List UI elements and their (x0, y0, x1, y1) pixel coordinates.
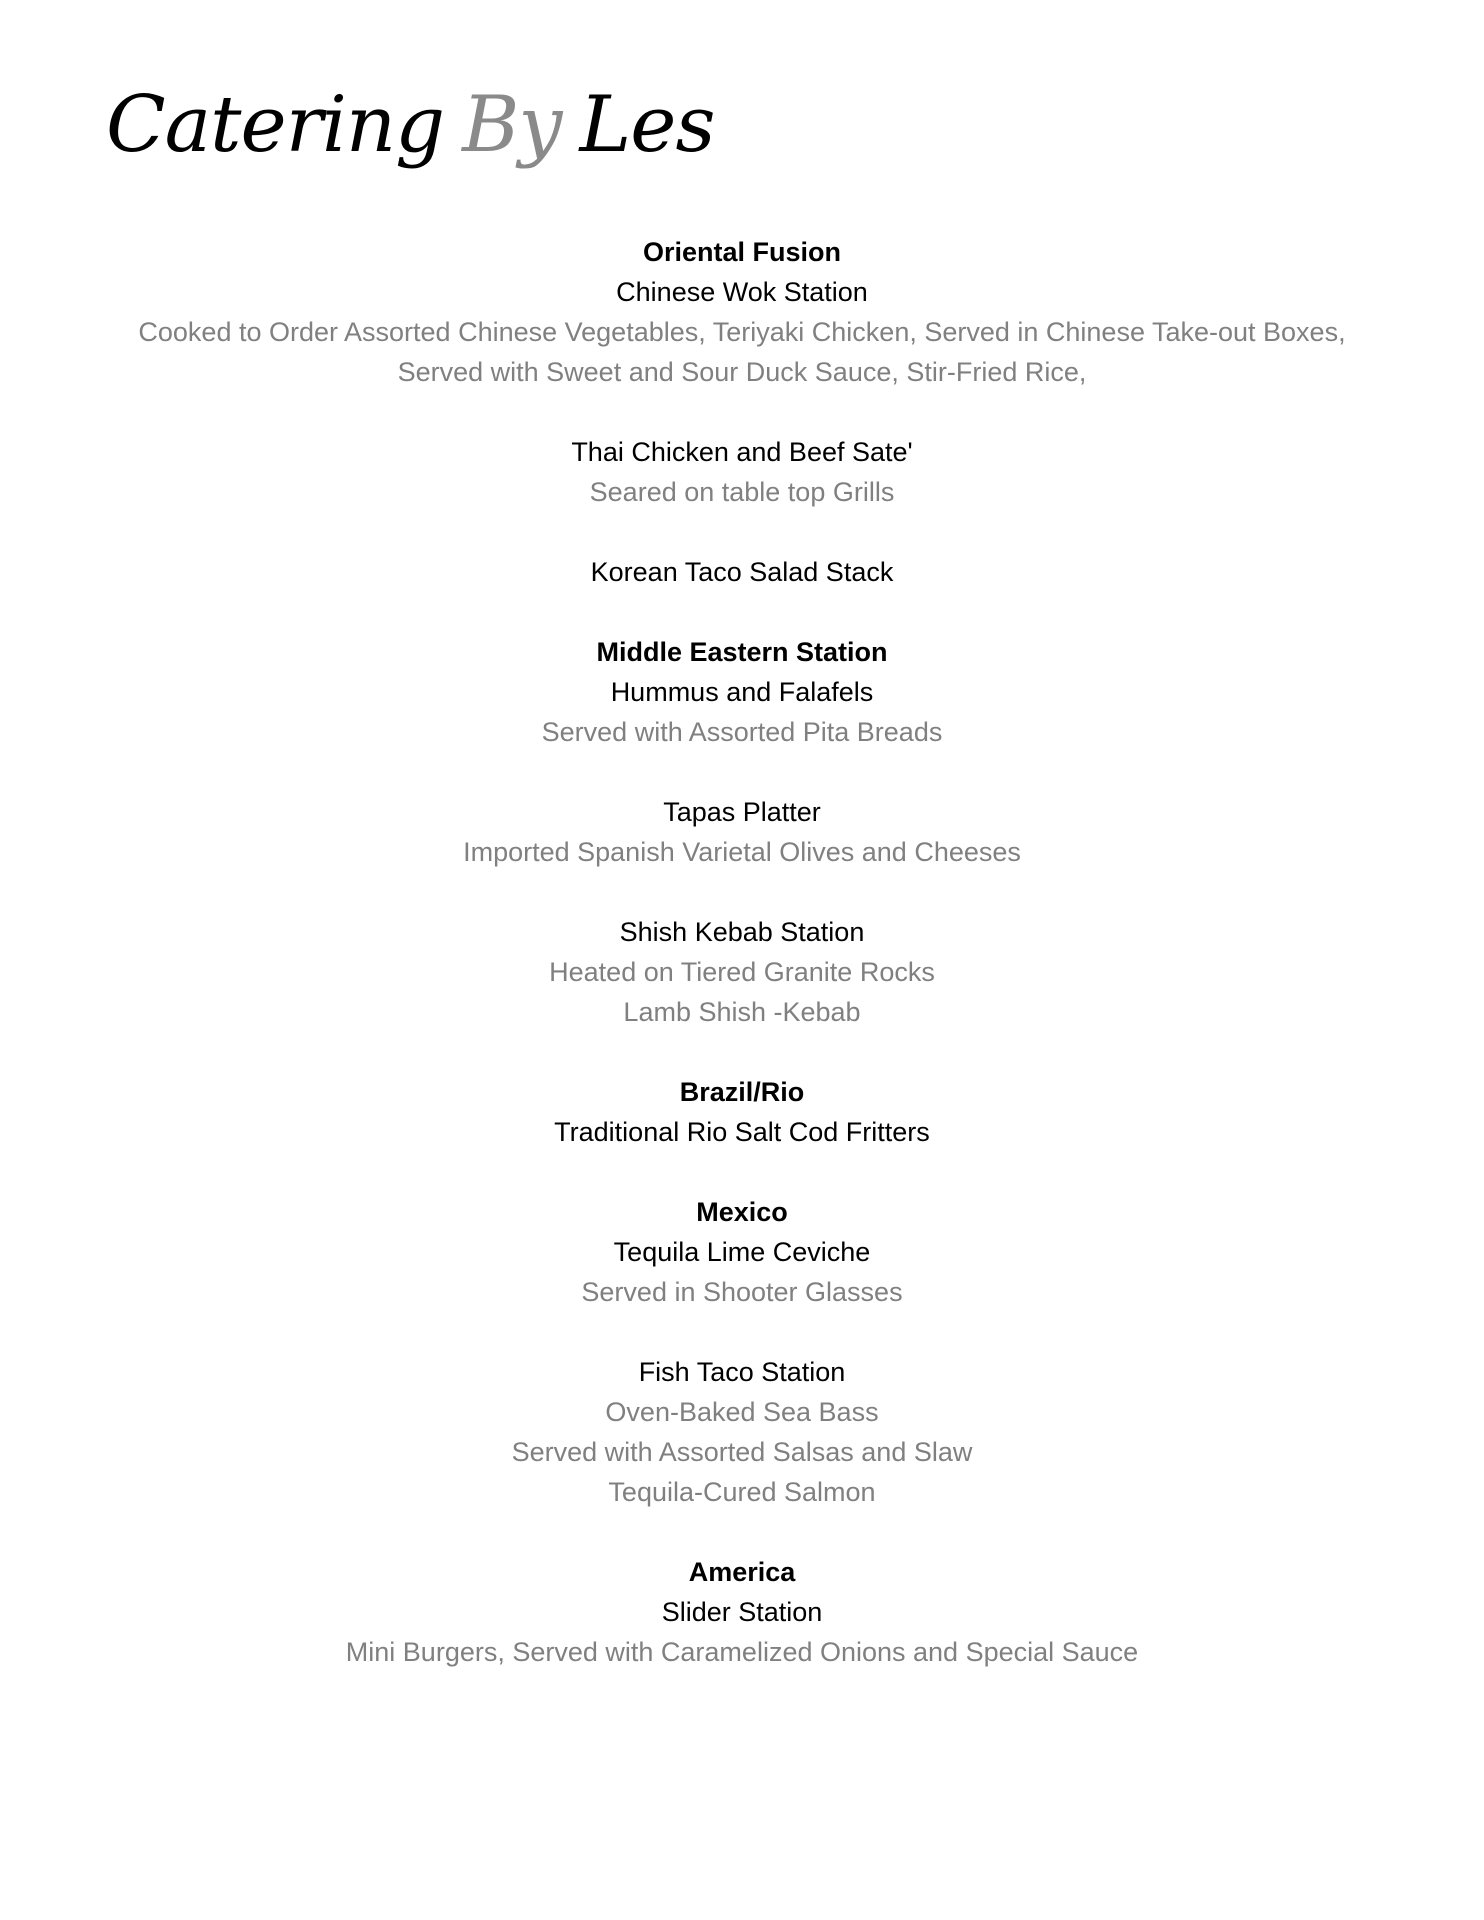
menu-item-title: Hummus and Falafels (610, 677, 874, 707)
section-america (0, 1552, 1484, 1672)
menu-item-description: Served with Assorted Salsas and Slaw (511, 1437, 973, 1467)
menu-item-description: Oven-Baked Sea Bass (605, 1397, 879, 1427)
menu-item-description: Lamb Shish -Kebab (623, 997, 861, 1027)
menu-item-title: Traditional Rio Salt Cod Fritters (554, 1117, 930, 1147)
section-heading: Oriental Fusion (642, 237, 842, 267)
menu-item-description: Mini Burgers, Served with Caramelized Onions and Special Sauce (345, 1637, 1139, 1667)
section-heading: Brazil/Rio (679, 1077, 805, 1107)
menu-item-description: Heated on Tiered Granite Rocks (549, 957, 935, 987)
spacer (0, 1152, 1484, 1192)
menu-item-title: Shish Kebab Station (619, 917, 865, 947)
menu-item-title: Slider Station (661, 1597, 823, 1627)
section-middle-eastern (0, 632, 1484, 1032)
spacer (0, 512, 1484, 552)
section-heading: Middle Eastern Station (596, 637, 888, 667)
spacer (0, 1032, 1484, 1072)
menu (0, 232, 1484, 1672)
menu-item-description: Imported Spanish Varietal Olives and Cheeses (463, 837, 1021, 867)
menu-item-description: Seared on table top Grills (589, 477, 895, 507)
spacer (0, 872, 1484, 912)
menu-item-title: Tequila Lime Ceviche (613, 1237, 871, 1267)
section-heading: Mexico (696, 1197, 788, 1227)
menu-item-title: Chinese Wok Station (616, 277, 868, 307)
section-brazil-rio (0, 1072, 1484, 1152)
logo-word-by: By (462, 80, 562, 170)
section-oriental-fusion (0, 232, 1484, 592)
logo-word-les: Les (579, 80, 715, 170)
menu-item-title: Tapas Platter (663, 797, 821, 827)
spacer (0, 752, 1484, 792)
menu-item-description: Served in Shooter Glasses (581, 1277, 903, 1307)
menu-item-title: Fish Taco Station (638, 1357, 846, 1387)
spacer (0, 1512, 1484, 1552)
spacer (0, 1312, 1484, 1352)
menu-item-title: Korean Taco Salad Stack (590, 557, 894, 587)
menu-item-description: Served with Assorted Pita Breads (541, 717, 943, 747)
spacer (0, 392, 1484, 432)
spacer (0, 592, 1484, 632)
menu-item-description: Cooked to Order Assorted Chinese Vegetables, Teriyaki Chicken, Served in Chinese Take-out Boxes, Served with Sweet and Sour Duck Sauce, Stir-Fried Rice, (138, 317, 1346, 387)
logo-word-catering: Catering (106, 80, 445, 170)
section-heading: America (688, 1557, 796, 1587)
logo (106, 70, 714, 180)
section-mexico (0, 1192, 1484, 1512)
menu-item-description: Tequila-Cured Salmon (608, 1477, 876, 1507)
menu-item-title: Thai Chicken and Beef Sate' (571, 437, 913, 467)
